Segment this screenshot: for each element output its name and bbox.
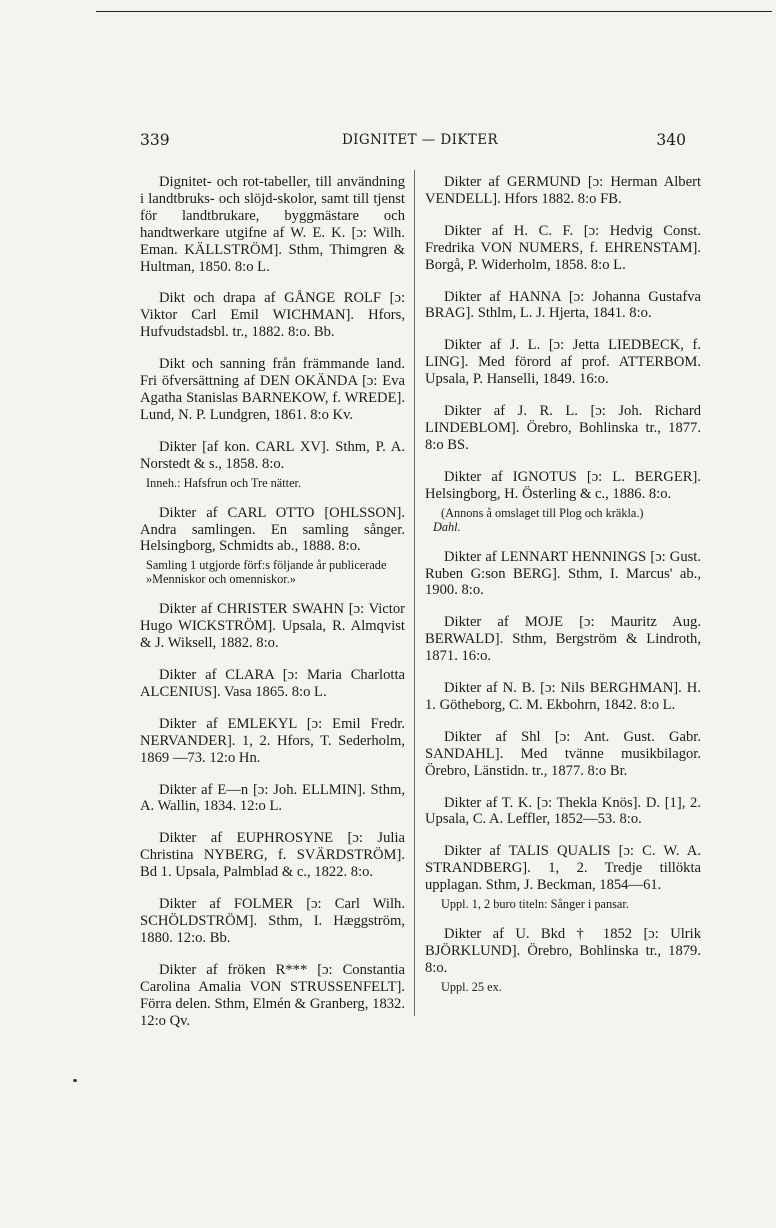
entry-note: Uppl. 25 ex. [441,979,502,994]
bibliography-entry [140,174,405,275]
entry-text: Dikter af H. C. F. [ɔ: Hedvig Const. Fredrika VON NUMERS, f. EHRENSTAM]. Borgå, P. Widerholm, 1858. 8:o L. [425,222,701,273]
entry-text: Dikter [af kon. CARL XV]. Sthm, P. A. Norstedt & s., 1858. 8:o. [140,438,405,472]
page-header [140,131,700,151]
entry-text: Dikter af J. R. L. [ɔ: Joh. Richard LINDEBLOM]. Örebro, Bohlinska tr., 1877. 8:o BS. [425,403,701,453]
bibliography-entry [140,439,405,490]
column-divider [414,170,415,1016]
entry-text: Dikter af T. K. [ɔ: Thekla Knös]. D. [1], 2. Upsala, C. A. Leffler, 1852—53. 8:o. [425,794,701,828]
entry-text: Dikter af TALIS QUALIS [ɔ: C. W. A. STRANDBERG]. 1, 2. Tredje tillökta upplagan. Sthm, J. Beckman, 1854—61. [425,843,701,894]
bibliography-entry [425,337,701,388]
entry-text: Dignitet- och rot-tabeller, till användning i landtbruks- och slöjd-skolor, samt till tjenst för landtbrukare, byggmästare och handtwerkare utgifne af W. E. K. [ɔ: Wilh. Eman. KÄLLSTRÖM]. Sthm, Thimgren & Hultman, 1850. 8:o L. [140,174,405,275]
bibliography-entry [425,680,701,714]
bibliography-entry [425,843,701,911]
entry-text: Dikter af IGNOTUS [ɔ: L. BERGER]. Helsingborg, H. Österling & c., 1886. 8:o. [425,468,701,502]
page-number-left: 339 [140,131,170,149]
entry-text: Dikter af EMLEKYL [ɔ: Emil Fredr. NERVANDER]. 1, 2. Hfors, T. Sederholm, 1869 —73. 12:o Hn. [140,715,405,766]
bibliography-entry [425,174,701,208]
bibliography-entry [425,795,701,829]
bibliography-entry [140,716,405,767]
entry-text: Dikter af U. Bkd † 1852 [ɔ: Ulrik BJÖRKLUND]. Örebro, Bohlinska tr., 1879. 8:o. [425,926,701,976]
bibliography-entry [140,505,405,587]
bibliography-entry [140,830,405,881]
left-column [140,174,405,1044]
bibliography-entry [140,290,405,341]
bibliography-entry [140,667,405,701]
entry-text: Dikter af FOLMER [ɔ: Carl Wilh. SCHÖLDSTRÖM]. Sthm, I. Hæggström, 1880. 12:o. Bb. [140,896,405,946]
entry-text: Dikter af J. L. [ɔ: Jetta LIEDBECK, f. LING]. Med förord af prof. ATTERBOM. Upsala, P. Hanselli, 1849. 16:o. [425,337,701,388]
bibliography-entry [425,549,701,600]
entry-text: Dikter af LENNART HENNINGS [ɔ: Gust. Ruben G:son BERG]. Sthm, I. Marcus' ab., 1900. 8:o. [425,548,701,599]
entry-note: (Annons å omslaget till Plog och kräkla.) [441,505,644,520]
bibliography-entry [425,469,701,534]
bibliography-entry [425,403,701,454]
bibliography-entry [425,729,701,780]
running-title: DIGNITET — DIKTER [341,132,499,148]
bibliography-entry [140,782,405,816]
entry-text: Dikt och sanning från främmande land. Fri öfversättning af DEN OKÄNDA [ɔ: Eva Agatha Stanislas BARNEKOW, f. WREDE]. Lund, N. P. Lundgren, 1861. 8:o Kv. [140,356,405,423]
entry-text: Dikt och drapa af GÅNGE ROLF [ɔ: Viktor Carl Emil WICHMAN]. Hfors, Hufvudstadsbl. tr., 1882. 8:o. Bb. [140,290,405,341]
entry-text: Dikter af fröken R*** [ɔ: Constantia Carolina Amalia VON STRUSSENFELT]. Förra delen. Sthm, Elmén & Granberg, 1832. 12:o Qv. [140,961,405,1029]
page-number-right: 340 [656,131,686,149]
entry-text: Dikter af HANNA [ɔ: Johanna Gustafva BRAG]. Sthlm, L. J. Hjerta, 1841. 8:o. [425,288,701,322]
entry-note: Inneh.: Hafsfrun och Tre nätter. [146,475,302,490]
entry-text: Dikter af CHRISTER SWAHN [ɔ: Victor Hugo WICKSTRÖM]. Upsala, R. Almqvist & J. Wiksell, 1882. 8:o. [140,601,405,652]
top-rule [96,11,772,12]
bibliography-entry [140,356,405,424]
entry-text: Dikter af GERMUND [ɔ: Herman Albert VENDELL]. Hfors 1882. 8:o FB. [425,174,701,207]
bibliography-entry [140,896,405,947]
entry-note: Samling 1 utgjorde förf:s följande år publicerade »Menniskor och omenniskor.» [146,558,387,587]
bibliography-entry [425,926,701,994]
right-column [425,174,701,1009]
entry-text: Dikter af Shl [ɔ: Ant. Gust. Gabr. SANDAHL]. Med tvänne musikbilagor. Örebro, Länstidn. tr., 1877. 8:o Br. [425,728,701,779]
bibliography-entry [425,289,701,323]
entry-note-tail: Dahl. [433,519,461,534]
entry-text: Dikter af N. B. [ɔ: Nils BERGHMAN]. H. 1. Götheborg, C. M. Ekbohrn, 1842. 8:o L. [425,680,701,713]
entry-text: Dikter af CLARA [ɔ: Maria Charlotta ALCENIUS]. Vasa 1865. 8:o L. [140,667,405,700]
entry-text: Dikter af E—n [ɔ: Joh. ELLMIN]. Sthm, A. Wallin, 1834. 12:o L. [140,781,405,815]
entry-text: Dikter af EUPHROSYNE [ɔ: Julia Christina NYBERG, f. SVÄRDSTRÖM]. Bd 1. Upsala, Palmblad & c., 1822. 8:o. [140,830,405,881]
entry-text: Dikter af MOJE [ɔ: Mauritz Aug. BERWALD]. Sthm, Bergström & Lindroth, 1871. 16:o. [425,614,701,665]
bibliography-entry [425,223,701,274]
bibliography-entry [425,614,701,665]
entry-note: Uppl. 1, 2 buro titeln: Sånger i pansar. [441,897,629,912]
bibliography-entry [140,601,405,652]
ink-speck [73,1079,77,1082]
entry-text: Dikter af CARL OTTO [OHLSSON]. Andra samlingen. En samling sånger. Helsingborg, Schmidts ab., 1888. 8:o. [140,504,405,555]
bibliography-entry [140,962,405,1030]
